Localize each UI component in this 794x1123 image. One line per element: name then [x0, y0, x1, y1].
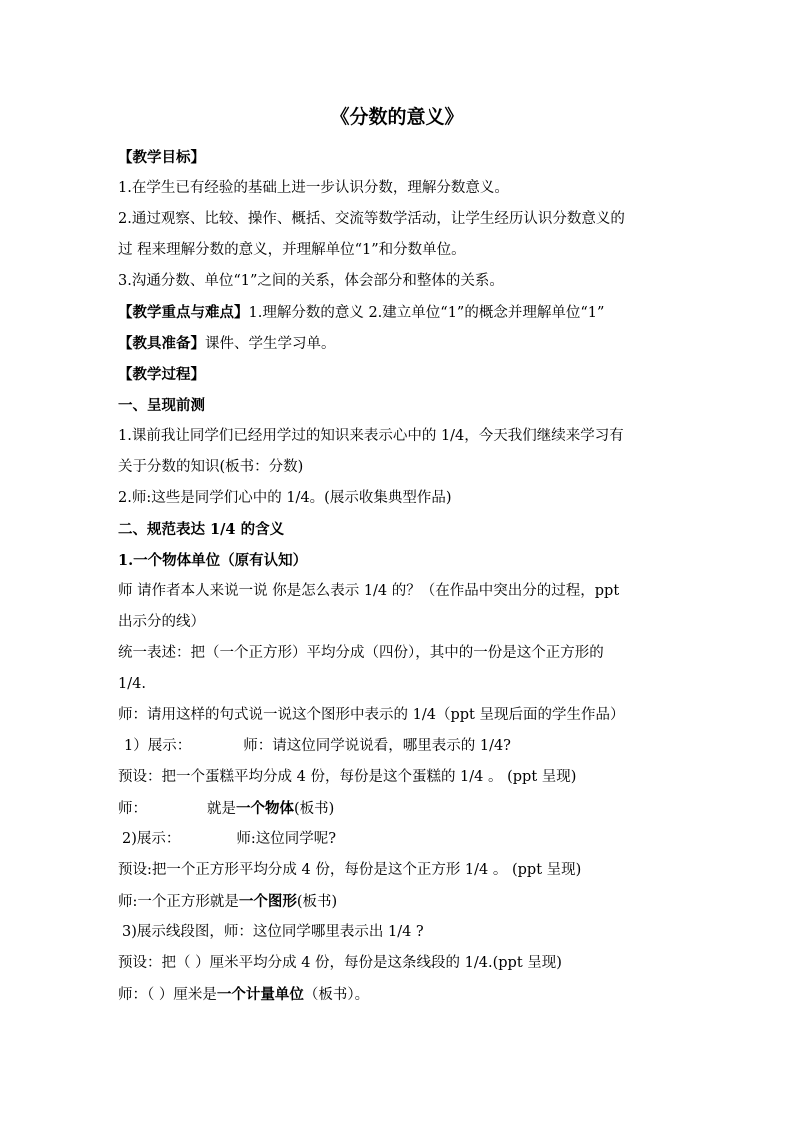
section-2-line-2: 出示分的线） [118, 614, 205, 630]
section-1-heading: 一、呈现前测 [118, 397, 205, 414]
document-title: 《分数的意义》 [330, 106, 464, 128]
section-2-line-14 [118, 979, 678, 1010]
section-1-paragraph-1-line-1: 1.课前我让同学们已经用学过的知识来表示心中的 1/4，今天我们继续来学习有 [118, 428, 624, 444]
process-heading: 【教学过程】 [118, 366, 205, 383]
section-2-line-6 [118, 731, 678, 762]
section-2-line-8 [118, 793, 678, 824]
key-points-heading: 【教学重点与难点】 [118, 304, 249, 321]
key-points-text: 1.理解分数的意义 2.建立单位“1”的概念并理解单位“1” [248, 305, 605, 321]
section-2-heading: 二、规范表达 1/4 的含义 [118, 521, 285, 538]
objective-item-1: 1.在学生已有经验的基础上进一步认识分数，理解分数意义。 [118, 180, 509, 196]
line-8-note: (板书) [294, 801, 335, 817]
section-2-line-1: 师 请作者本人来说一说 你是怎么表示 1/4 的？（在作品中突出分的过程，ppt [118, 583, 620, 599]
materials-text: 课件、学生学习单。 [205, 336, 336, 352]
display-1-label: 1）展示： [124, 738, 192, 754]
objective-item-2-line-1: 2.通过观察、比较、操作、概括、交流等数学活动，让学生经历认识分数意义的 [118, 211, 625, 227]
one-object-term: 一个物体 [236, 800, 294, 817]
section-2-line-5: 师：请用这样的句式说一说这个图形中表示的 1/4（ppt 呈现后面的学生作品） [118, 707, 625, 723]
materials-paragraph [118, 328, 678, 359]
section-2-line-10: 预设:把一个正方形平均分成 4 份，每份是这个正方形 1/4 。 (ppt 呈现) [118, 862, 582, 878]
line-11-note: (板书) [296, 894, 338, 910]
display-2-label: 2)展示： [122, 831, 181, 847]
teacher-label-1: 师： [118, 801, 147, 817]
section-2-line-13: 预设：把（ ）厘米平均分成 4 份，每份是这条线段的 1/4.(ppt 呈现) [118, 955, 562, 971]
section-2-line-12: 3)展示线段图，师：这位同学哪里表示出 1/4 ? [122, 924, 424, 940]
section-2-subheading-1: 1.一个物体单位（原有认知） [118, 552, 308, 569]
objective-item-2-line-2: 过 程来理解分数的意义，并理解单位“1”和分数单位。 [118, 242, 466, 258]
line-14-text: 师：（ ）厘米是 [118, 987, 217, 1003]
line-8-text: 就是 [207, 801, 236, 817]
objectives-heading: 【教学目标】 [118, 149, 205, 166]
section-2-line-11 [118, 886, 678, 917]
section-2-line-4: 1/4. [118, 676, 146, 692]
section-2-line-9 [118, 824, 678, 855]
section-1-paragraph-2: 2.师:这些是同学们心中的 1/4。(展示收集典型作品) [118, 490, 452, 506]
key-points-paragraph [118, 297, 678, 328]
document-body [118, 142, 678, 1010]
display-2-question: 师:这位同学呢? [236, 831, 337, 847]
measurement-unit-term: 一个计量单位 [216, 986, 304, 1003]
one-shape-term: 一个图形 [238, 893, 297, 910]
line-11-text: 师:一个正方形就是 [118, 894, 239, 910]
display-1-question: 师：请这位同学说说看，哪里表示的 1/4? [243, 738, 511, 754]
section-1-paragraph-1-line-2: 关于分数的知识(板书：分数) [118, 459, 304, 475]
objective-item-3: 3.沟通分数、单位“1”之间的关系，体会部分和整体的关系。 [118, 273, 504, 289]
section-2-line-3: 统一表述：把（一个正方形）平均分成（四份），其中的一份是这个正方形的 [118, 645, 604, 661]
section-2-line-7: 预设：把一个蛋糕平均分成 4 份，每份是这个蛋糕的 1/4 。 (ppt 呈现) [118, 769, 577, 785]
materials-heading: 【教具准备】 [118, 335, 205, 352]
line-14-note: （板书）。 [303, 987, 370, 1003]
